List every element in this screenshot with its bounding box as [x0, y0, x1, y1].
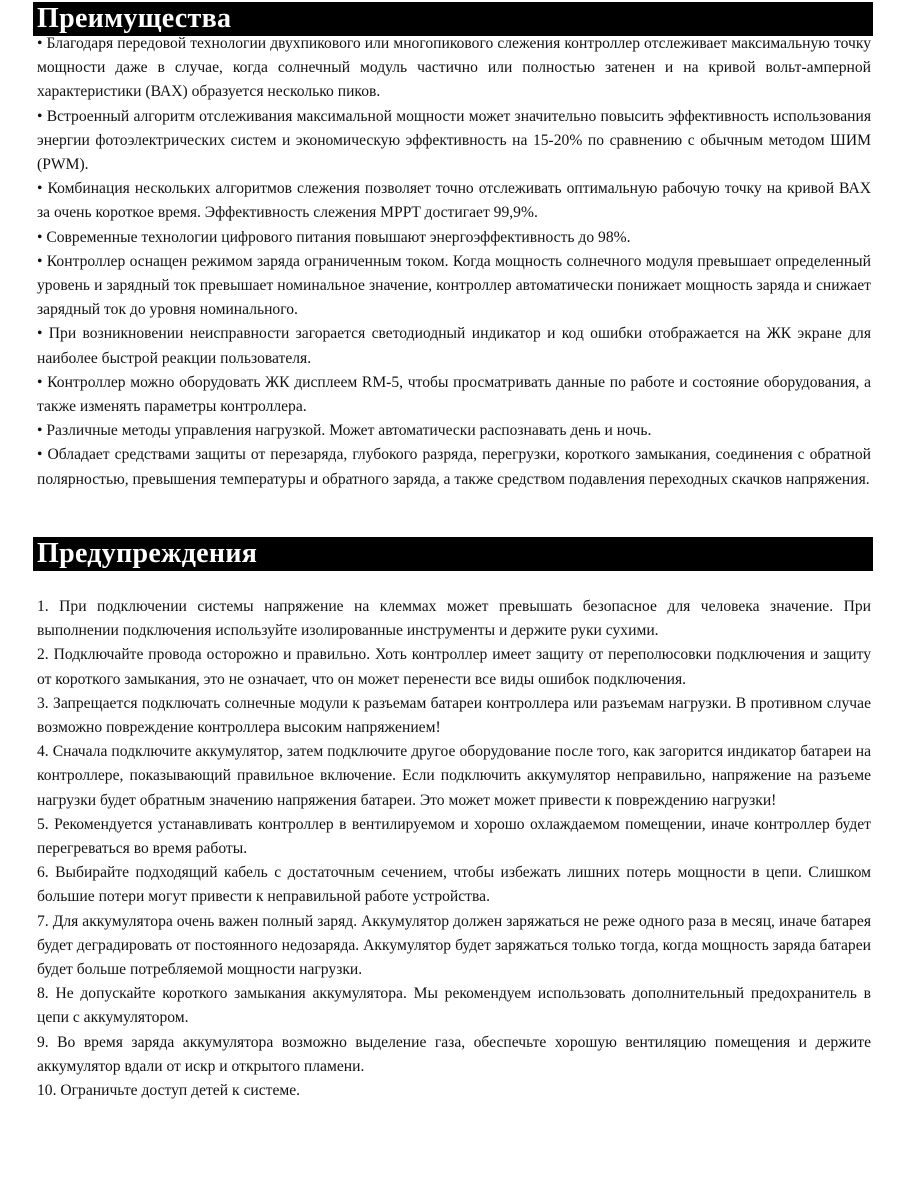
advantage-item: • Контроллер оснащен режимом заряда ограниченным током. Когда мощность солнечного модуля превышает определенный уровень и зарядный ток превышает номинальное значение, контроллер автоматически понижает мощность заряда и снижает зарядный ток до уровня номинального.	[37, 252, 871, 319]
warning-item: 3. Запрещается подключать солнечные модули к разъемам батареи контроллера или разъемам нагрузки. В противном случае возможно повреждение контроллера высоким напряжением!	[37, 694, 871, 737]
advantage-item: • Контроллер можно оборудовать ЖК дисплеем RM-5, чтобы просматривать данные по работе и состояние оборудования, а также изменять параметры контроллера.	[37, 373, 871, 416]
advantages-list	[37, 32, 871, 492]
warning-item: 1. При подключении системы напряжение на клеммах может превышать безопасное для человека значение. При выполнении подключения используйте изолированные инструменты и держите руки сухими.	[37, 598, 871, 640]
warning-item: 10. Ограничьте доступ детей к системе.	[37, 1082, 301, 1100]
advantage-item: • Встроенный алгоритм отслеживания максимальной мощности может значительно повысить эффективность использования энергии фотоэлектрических систем и экономическую эффективность на 15-20% по сравнению с обычным методом ШИМ (PWM).	[37, 107, 871, 174]
warning-item: 5. Рекомендуется устанавливать контроллер в вентилируемом и хорошо охлаждаемом помещении, иначе контроллер будет перегреваться во время работы.	[37, 815, 871, 858]
warning-item: 2. Подключайте провода осторожно и правильно. Хоть контроллер имеет защиту от переполюсовки подключения и защиту от короткого замыкания, это не означает, что он может перенести все виды ошибок подключения.	[37, 646, 871, 688]
warning-item: 6. Выбирайте подходящий кабель с достаточным сечением, чтобы избежать лишних потерь мощности в цепи. Слишком большие потери могут привести к неправильной работе устройства.	[37, 864, 871, 906]
advantage-item: • Комбинация нескольких алгоритмов слежения позволяет точно отслеживать оптимальную рабочую точку на кривой ВАХ за очень короткое время. Эффективность слежения MPPT достигает 99,9%.	[37, 180, 871, 222]
advantages-heading: Преимущества	[33, 2, 873, 36]
advantage-item: • Обладает средствами защиты от перезаряда, глубокого разряда, перегрузки, короткого замыкания, соединения с обратной полярностью, превышения температуры и обратного заряда, а также средством подавления переходных скачков напряжения.	[37, 446, 871, 488]
warning-item: 4. Сначала подключите аккумулятор, затем подключите другое оборудование после того, как загорится индикатор батареи на контроллере, показывающий правильное включение. Если подключить аккумулятор неправильно, напряжение на разъеме нагрузки будет обратным значению напряжения батареи. Это может может привести к повреждению нагрузки!	[37, 743, 871, 809]
warnings-list	[37, 595, 871, 1103]
warning-item: 8. Не допускайте короткого замыкания аккумулятора. Мы рекомендуем использовать дополнительный предохранитель в цепи с аккумулятором.	[37, 985, 871, 1027]
warning-item: 9. Во время заряда аккумулятора возможно выделение газа, обеспечьте хорошую вентиляцию помещения и держите аккумулятор вдали от искр и открытого пламени.	[37, 1033, 871, 1075]
advantage-item: • Благодаря передовой технологии двухпикового или многопикового слежения контроллер отслеживает максимальную точку мощности даже в случае, когда солнечный модуль частично или полностью затенен и на кривой вольт-амперной характеристики (ВАХ) образуется несколько пиков.	[37, 35, 871, 101]
advantage-item: • Различные методы управления нагрузкой. Может автоматически распознавать день и ночь.	[37, 422, 652, 440]
advantage-item: • При возникновении неисправности загорается светодиодный индикатор и код ошибки отображается на ЖК экране для наиболее быстрой реакции пользователя.	[37, 325, 871, 367]
warnings-heading: Предупреждения	[33, 537, 873, 571]
advantage-item: • Современные технологии цифрового питания повышают энергоэффективность до 98%.	[37, 228, 631, 246]
warning-item: 7. Для аккумулятора очень важен полный заряд. Аккумулятор должен заряжаться не реже одного раза в месяц, иначе батарея будет деградировать от постоянного недозаряда. Аккумулятор будет заряжаться только тогда, когда мощность заряда батареи будет больше потребляемой мощности нагрузки.	[37, 912, 871, 979]
